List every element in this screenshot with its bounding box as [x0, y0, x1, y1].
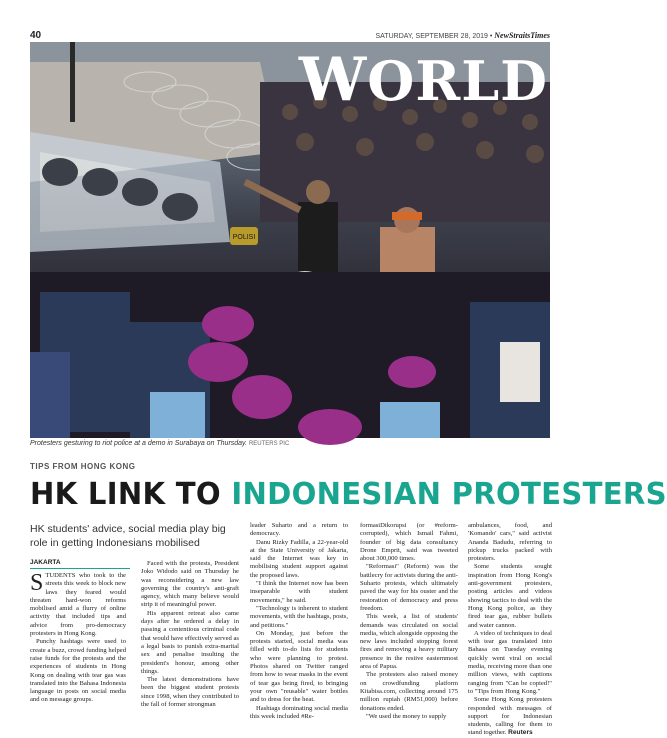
article-paragraph: This week, a list of students' demands was circulated on social media, which alongside opposing the new laws included stopping forest fires and removing a heavy military presence in the restive easternmost area of Papua.	[360, 613, 458, 671]
header-date-line	[375, 31, 550, 40]
article-headline	[30, 477, 667, 512]
article-paragraph: "We used the money to supply	[366, 712, 447, 720]
caption-text: Protesters gesturing to riot police at a demo in Surabaya on Thursday.	[30, 440, 247, 447]
page-number: 40	[30, 30, 42, 41]
photo-caption	[30, 440, 550, 447]
article-paragraph: Faced with the protests, President Joko Widodo said on Thursday he was reconsidering a new law governing the country's anti-graft agency, which many believe would strip it of meaningful power.	[141, 560, 239, 609]
article-column-5	[468, 522, 552, 737]
agency-credit: Reuters	[508, 729, 533, 737]
article-paragraph: The latest demonstrations have been the biggest student protests since 1998, when they contributed to the fall of former strongman	[141, 676, 239, 709]
article-dateline: JAKARTA	[30, 559, 61, 566]
article-column-2	[141, 560, 239, 724]
article-paragraph: STUDENTS who took to the streets this week to block new laws they feared would threaten hard-won reforms mobilised amid a flurry of online activity that included tips and advice from pro-democracy protesters in Hong Kong.	[30, 570, 126, 638]
article-paragraph: Danu Rizky Fadilla, a 22-year-old at the State University of Jakarta, said the Internet was key in mobilising student support against the proposed laws.	[250, 538, 348, 579]
dateline-rule	[30, 568, 130, 569]
article-column-1	[30, 572, 126, 722]
headline-part-teal: INDONESIAN PROTESTERS	[231, 477, 667, 512]
article-paragraph: "Reformasi" (Reform) was the battlecry for activists during the anti-Suharto protests, which ultimately paved the way for his ouster and the restoration of democracy and press freedom.	[360, 563, 458, 612]
article-paragraph: Punchy hashtags were used to create a buzz, crowd funding helped raise funds for the protests and the experiences of students in Hong Kong on dealing with tear gas was translated into the Bahasa Indonesia language in posts on social media and on message groups.	[30, 638, 126, 704]
article-paragraph: A video of techniques to deal with tear gas translated into Bahasa on Tuesday evening quickly went viral on social media, receiving more than one million views, with captions ranging from "Can be copied!" to "Tips from Hong Kong."	[468, 629, 552, 695]
article-paragraph: His apparent retreat also came days after he ordered a delay in passing a contentious criminal code that would have effectively served as a legal basis to punish extra-marital sex and penalise insulting the president's honour, among other things.	[141, 609, 239, 675]
section-title-rest: ORLD	[367, 49, 548, 113]
headline-part-dark: HK LINK TO	[30, 477, 232, 512]
article-paragraph: ambulances, food, and 'Komando' cars," said activist Ananda Badudu, referring to pickup trucks packed with protesters.	[468, 522, 552, 563]
section-title-initial: W	[298, 45, 368, 115]
article-paragraph: The protesters also raised money on crowdfunding platform Kitabisa.com, collecting around 175 million rupiah (RM51,000) before donations ended.	[360, 671, 458, 712]
article-paragraph: Some Hong Kong protesters responded with messages of support for Indonesian students, calling for them to stand together. Reuters	[468, 696, 552, 737]
photo-credit: REUTERS PIC	[248, 441, 290, 447]
article-column-3	[250, 522, 348, 722]
article-standfirst: HK students' advice, social media play big role in getting Indonesians mobilised	[30, 523, 226, 549]
article-paragraph: On Monday, just before the protests started, social media was filled with to-do lists for students who were planning to protest. Photos shared on Twitter ranged from how to wear masks in the event of tear gas being fired, to bringing your own "reusable" water bottles and to dress for the heat.	[250, 629, 348, 704]
article-paragraph: "Technology is inherent to student movements, with the hashtags, posts, and petitions."	[250, 604, 348, 629]
police-shield-text: POLISI	[232, 234, 256, 241]
article-paragraph: leader Suharto and a return to democracy.	[250, 522, 348, 538]
article-paragraph: "I think the Internet now has been inseparable with student movements," he said.	[250, 580, 348, 604]
article-paragraph: Some students sought inspiration from Hong Kong's anti-government protesters, posting articles and videos showing tactics to deal with the Hong Kong police, as they fired tear gas, rubber bullets and water cannon.	[468, 563, 552, 629]
article-paragraph: Hashtags dominating social media this week included #Re-	[250, 704, 348, 720]
drop-cap: S	[30, 570, 44, 596]
issue-date: SATURDAY, SEPTEMBER 28, 2019	[375, 33, 488, 40]
article-kicker: TIPS FROM HONG KONG	[30, 462, 136, 471]
article-paragraph: formasiDikorupsi (or #reform-corrupted), which Ismail Fahmi, founder of big data consultancy Drone Emprit, said was tweeted about 300,000 times.	[360, 522, 458, 563]
header-separator: •	[489, 33, 493, 40]
publication-name: NewStraitsTimes	[494, 31, 550, 40]
protest-photo	[30, 42, 550, 438]
section-title-world	[298, 45, 548, 115]
article-column-4	[360, 522, 458, 722]
